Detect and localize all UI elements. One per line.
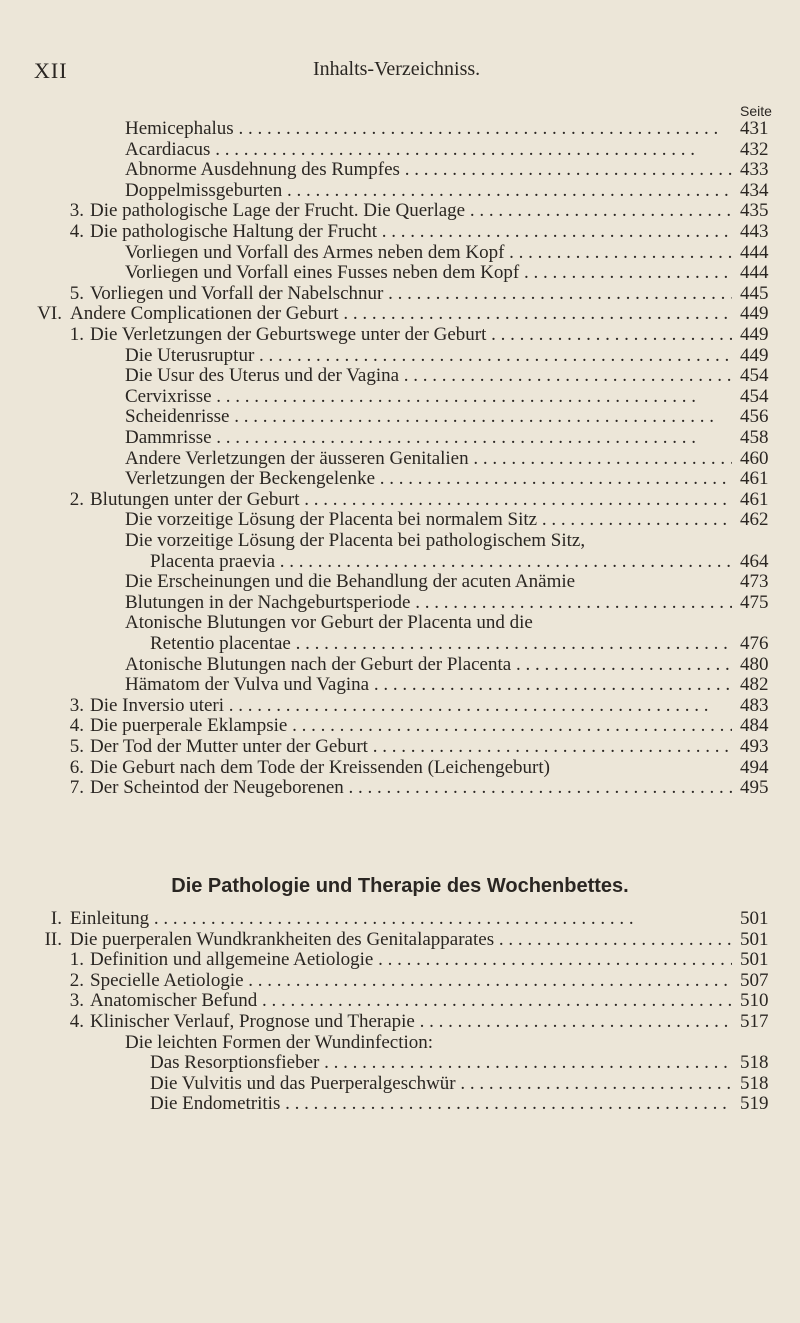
toc-entry-number: 5. (69, 736, 84, 757)
toc-entry-page: 464 (740, 550, 769, 572)
toc-entry-page: 501 (740, 949, 769, 971)
toc-entry-title: Die puerperalen Wundkrankheiten des Genitalapparates . . . (70, 929, 732, 951)
toc-entry-title: Placenta praevia . . . (150, 551, 732, 573)
toc-entry-number: 5. (69, 282, 84, 304)
toc-entry-title: Die Endometritis . . . (150, 1093, 732, 1115)
toc-entry-title: Andere Complicationen der Geburt . . . (70, 303, 732, 325)
toc-entry-page: 461 (740, 488, 769, 510)
toc-entry-title: Die puerperale Eklampsie . . . (90, 715, 732, 737)
toc-entry-title: Verletzungen der Beckengelenke . . . (125, 468, 732, 490)
toc-entry-title: Vorliegen und Vorfall des Armes neben dem Kopf . . . (125, 242, 732, 264)
toc-entry-page: 501 (740, 908, 769, 929)
toc-entry-number: 4. (69, 221, 84, 242)
toc-entry-page: 432 (740, 138, 769, 160)
toc-entry-number: II. (44, 928, 62, 950)
toc-entry-title: Die Usur des Uterus und der Vagina . . . (125, 365, 732, 387)
toc-entry-page: 433 (740, 159, 769, 181)
toc-entry-page: 476 (740, 633, 769, 654)
toc-entry-title: Atonische Blutungen nach der Geburt der Placenta . . . (125, 654, 732, 676)
toc-entry-number: 2. (69, 969, 84, 991)
toc-entry-title: Acardiacus . . . (125, 139, 732, 161)
toc-entry-number: 7. (69, 777, 84, 799)
toc-entry-number: I. (50, 908, 62, 929)
toc-entry-title: Doppelmissgeburten . . . (125, 180, 732, 202)
toc-entry-page: 484 (740, 715, 769, 737)
page-column-label: Seite (740, 103, 772, 119)
toc-entry-page: 510 (740, 990, 769, 1012)
toc-entry-title: Abnorme Ausdehnung des Rumpfes . . . (125, 159, 732, 181)
toc-entry-page: 456 (740, 406, 769, 428)
toc-entry (0, 1093, 800, 1119)
toc-entry-page: 444 (740, 262, 769, 284)
toc-entry-page: 449 (740, 344, 769, 366)
toc-entry-title: Blutungen in der Nachgeburtsperiode . . . (125, 592, 732, 614)
toc-entry-number: 3. (69, 694, 84, 716)
toc-entry-page: 461 (740, 468, 769, 490)
toc-entry-page: 483 (740, 694, 769, 716)
toc-entry-title: Die Geburt nach dem Tode der Kreissenden (Leichengeburt) (90, 756, 550, 778)
toc-entry-page: 475 (740, 591, 769, 613)
toc-entry-page: 443 (740, 221, 769, 242)
toc-entry-title: Die Vulvitis und das Puerperalgeschwür . . . (150, 1073, 732, 1095)
toc-entry-title: Die Erscheinungen und die Behandlung der acuten Anämie (125, 571, 576, 593)
toc-entry-title: Vorliegen und Vorfall eines Fusses neben dem Kopf . . . (125, 262, 732, 284)
toc-entry-number: 4. (69, 715, 84, 737)
toc-entry-page: 480 (740, 653, 769, 675)
toc-entry-title: Andere Verletzungen der äusseren Genitalien . . . (125, 448, 732, 470)
toc-entry-title: Die Uterusruptur . . . (125, 345, 732, 367)
toc-entry-title: Cervixrisse . . . (125, 386, 732, 408)
toc-entry-page: 444 (740, 241, 769, 263)
toc-entry-title: Das Resorptionsfieber . . . (150, 1052, 732, 1074)
toc-entry-page: 517 (740, 1011, 769, 1032)
toc-entry-title: Die pathologische Lage der Frucht. Die Querlage . . . (90, 200, 732, 222)
toc-entry-title: Vorliegen und Vorfall der Nabelschnur . . . (90, 283, 732, 305)
toc-entry-number: 1. (69, 949, 84, 971)
toc-entry-page: 449 (740, 303, 769, 325)
toc-entry-title: Specielle Aetiologie . . . (90, 970, 732, 992)
toc-entry-page: 431 (740, 118, 769, 139)
toc-entry-title: Die vorzeitige Lösung der Placenta bei pathologischem Sitz, (125, 530, 586, 551)
toc-entry-page: 473 (740, 571, 769, 593)
toc-entry-title: Der Scheintod der Neugeborenen . . . (90, 777, 732, 799)
toc-entry-title: Anatomischer Befund . . . (90, 990, 732, 1012)
toc-entry-page: 507 (740, 969, 769, 991)
toc-entry-page: 449 (740, 324, 769, 345)
toc-entry-title: Scheidenrisse . . . (125, 406, 732, 428)
toc-entry-title: Die Verletzungen der Geburtswege unter der Geburt . . . (90, 324, 732, 346)
toc-entry-title: Die vorzeitige Lösung der Placenta bei normalem Sitz . . . (125, 509, 732, 531)
toc-entry-title: Die pathologische Haltung der Frucht . . . (90, 221, 732, 243)
toc-entry-page: 460 (740, 447, 769, 469)
toc-entry-page: 493 (740, 736, 769, 757)
toc-entry-page: 458 (740, 427, 769, 448)
toc-entry-title: Definition und allgemeine Aetiologie . . . (90, 949, 732, 971)
toc-entry-title: Retentio placentae . . . (150, 633, 732, 655)
toc-entry-page: 445 (740, 282, 769, 304)
toc-entry-page: 454 (740, 385, 769, 407)
toc-entry-page: 462 (740, 509, 769, 531)
toc-entry-page: 454 (740, 365, 769, 387)
running-header-title: Inhalts-Verzeichniss. (313, 58, 481, 80)
toc-entry-number: 1. (69, 324, 84, 345)
toc-entry-page: 482 (740, 674, 769, 696)
toc-entry-number: 6. (69, 756, 84, 778)
toc-entry (0, 777, 800, 803)
page-number: XII (34, 58, 68, 83)
toc-entry-page: 435 (740, 200, 769, 222)
toc-entry-page: 518 (740, 1052, 769, 1074)
toc-entry-page: 434 (740, 179, 769, 201)
toc-entry-page: 501 (740, 928, 769, 950)
section-title: Die Pathologie und Therapie des Wochenbettes. (171, 875, 629, 897)
toc-entry-title: Hämatom der Vulva und Vagina . . . (125, 674, 732, 696)
toc-entry-title: Der Tod der Mutter unter der Geburt . . . (90, 736, 732, 758)
toc-entry-number: 3. (69, 990, 84, 1012)
toc-entry-title: Atonische Blutungen vor Geburt der Placenta und die (125, 612, 533, 634)
toc-entry-number: 4. (69, 1011, 84, 1032)
toc-entry-number: VI. (37, 303, 62, 325)
toc-entry-title: Einleitung . . . (70, 908, 732, 930)
toc-entry-title: Die Inversio uteri . . . (90, 695, 732, 717)
toc-entry-page: 494 (740, 756, 769, 778)
toc-entry-title: Blutungen unter der Geburt . . . (90, 489, 732, 511)
toc-entry-title: Hemicephalus . . . (125, 118, 732, 140)
toc-entry-title: Dammrisse . . . (125, 427, 732, 449)
toc-entry-page: 519 (740, 1093, 769, 1115)
toc-entry-title: Die leichten Formen der Wundinfection: (125, 1031, 434, 1053)
toc-entry-page: 518 (740, 1072, 769, 1094)
toc-entry-number: 2. (69, 488, 84, 510)
toc-entry-page: 495 (740, 777, 769, 799)
toc-entry-number: 3. (69, 200, 84, 222)
toc-entry-title: Klinischer Verlauf, Prognose und Therapie . . . (90, 1011, 732, 1033)
